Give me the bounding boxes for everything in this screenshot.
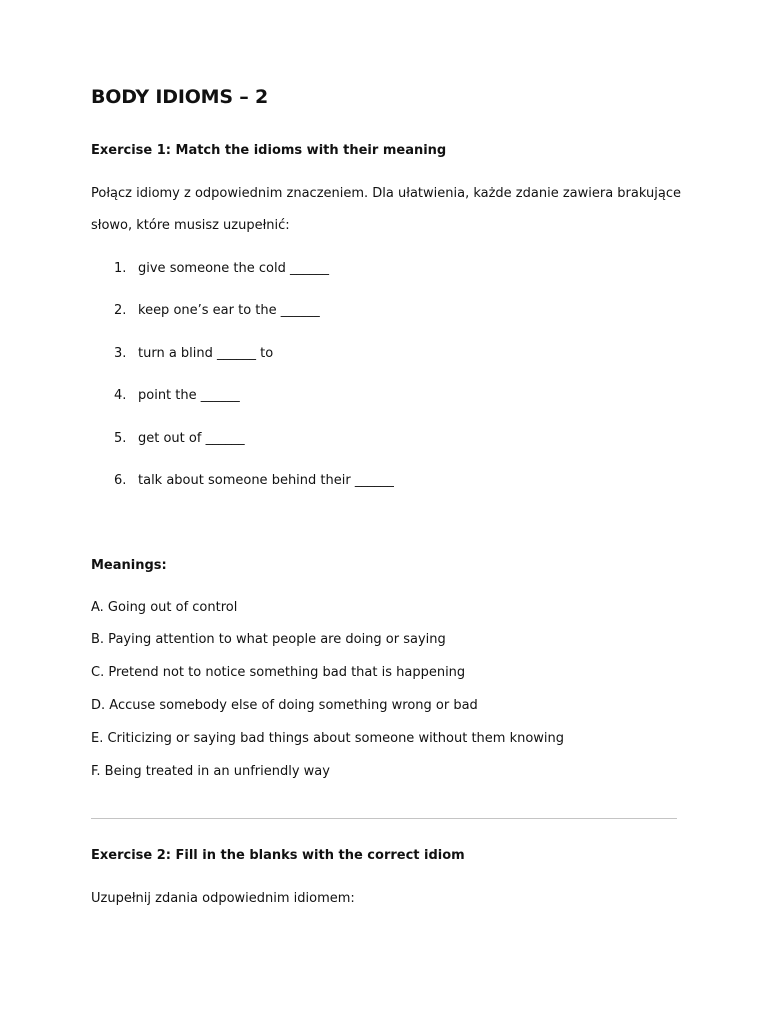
meanings-heading: Meanings: (91, 558, 167, 573)
idiom-number: 4. (114, 388, 127, 403)
section-divider (91, 818, 677, 819)
idiom-item-6 (114, 473, 394, 488)
meaning-item-e: E. Criticizing or saying bad things about someone without them knowing (91, 731, 565, 746)
idiom-text: get out of ______ (138, 431, 245, 446)
meaning-item-f: F. Being treated in an unfriendly way (91, 764, 330, 779)
page-title: BODY IDIOMS – 2 (91, 86, 268, 108)
exercise1-heading: Exercise 1: Match the idioms with their meaning (91, 143, 447, 158)
idiom-item-1 (114, 261, 329, 276)
meaning-item-b: B. Paying attention to what people are doing or saying (91, 632, 446, 647)
idiom-item-2 (114, 303, 320, 318)
idiom-number: 3. (114, 346, 127, 361)
meaning-item-a: A. Going out of control (91, 600, 238, 615)
idiom-item-5 (114, 431, 245, 446)
idiom-text: turn a blind ______ to (138, 346, 274, 361)
idiom-item-4 (114, 388, 240, 403)
idiom-item-3 (114, 346, 273, 361)
meaning-item-c: C. Pretend not to notice something bad that is happening (91, 665, 466, 680)
idiom-number: 1. (114, 261, 127, 276)
idiom-number: 6. (114, 473, 127, 488)
meaning-item-d: D. Accuse somebody else of doing something wrong or bad (91, 698, 478, 713)
idiom-text: point the ______ (138, 388, 240, 403)
idiom-text: talk about someone behind their ______ (138, 473, 394, 488)
exercise2-heading: Exercise 2: Fill in the blanks with the correct idiom (91, 848, 465, 863)
idiom-text: keep one’s ear to the ______ (138, 303, 320, 318)
exercise1-instruction-line1: Połącz idiomy z odpowiednim znaczeniem. Dla ułatwienia, każde zdanie zawiera brakujące (91, 186, 681, 201)
idiom-number: 2. (114, 303, 127, 318)
exercise2-instruction: Uzupełnij zdania odpowiednim idiomem: (91, 891, 355, 906)
idiom-number: 5. (114, 431, 127, 446)
idiom-text: give someone the cold ______ (138, 261, 329, 276)
exercise1-instruction-line2: słowo, które musisz uzupełnić: (91, 218, 290, 233)
